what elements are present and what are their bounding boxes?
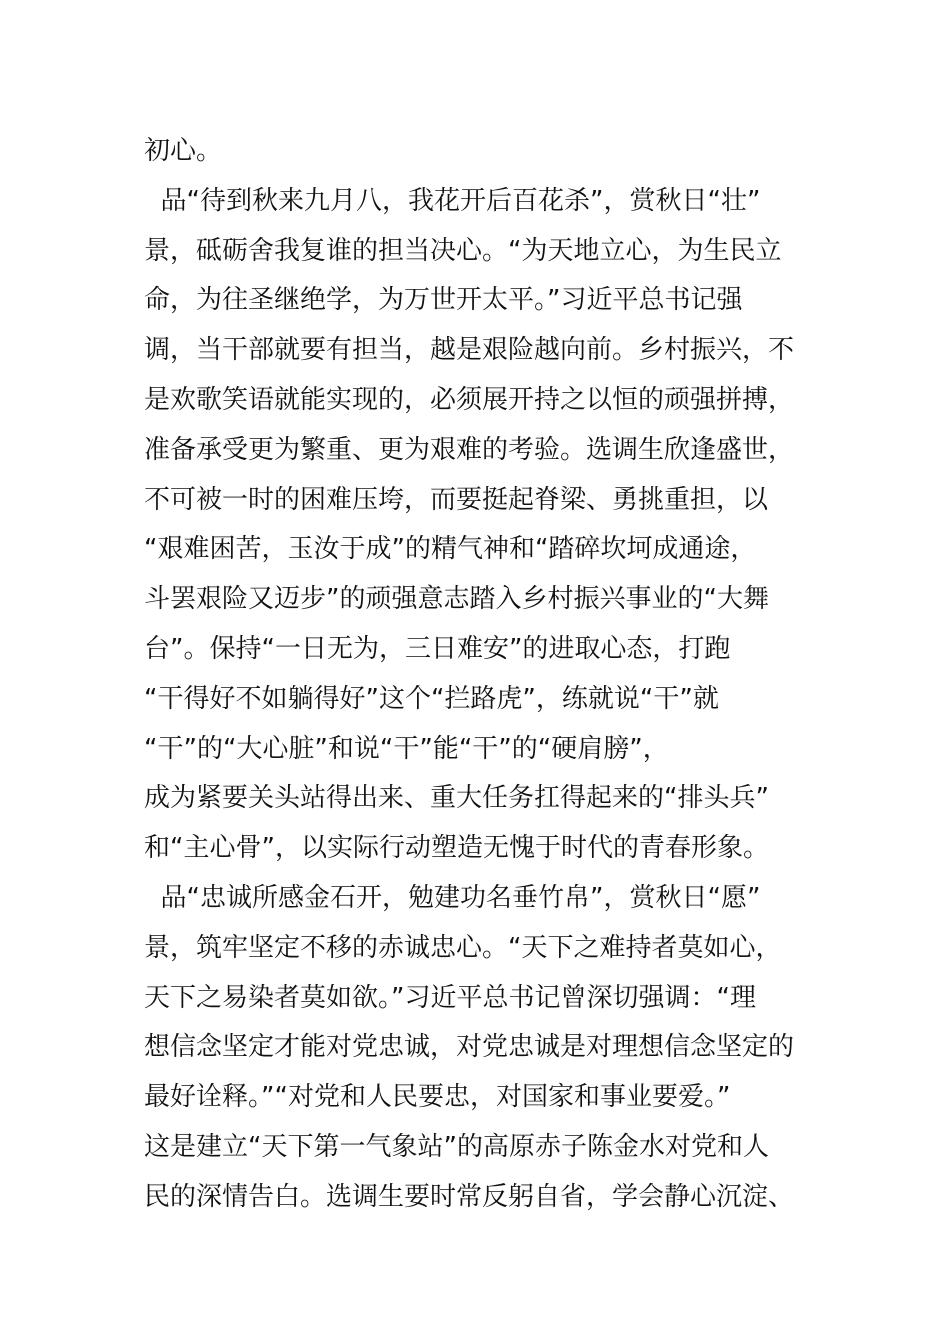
text-line: 初心。 — [144, 136, 223, 166]
text-line: 命，为往圣继绝学，为万世开太平。”习近平总书记强 — [144, 285, 743, 316]
text-line: 不可被一时的困难压垮，而要挺起脊梁、勇挑重担，以 — [144, 484, 769, 515]
text-line: 最好诠释。”“对党和人民要忠，对国家和事业要爱。” — [144, 1082, 731, 1113]
text-line: 天下之易染者莫如欲。”习近平总书记曾深切强调：“理 — [144, 982, 756, 1013]
text-line: 这是建立“天下第一气象站”的高原赤子陈金水对党和人 — [144, 1131, 769, 1162]
body-text — [144, 127, 809, 1223]
text-line: 品“待到秋来九月八，我花开后百花杀”，赏秋日“壮” — [144, 185, 761, 216]
text-line: 台”。保持“一日无为，三日难安”的进取心态，打跑 — [144, 633, 731, 664]
text-line: 调，当干部就要有担当，越是艰险越向前。乡村振兴，不 — [144, 335, 795, 366]
text-line: 想信念坚定才能对党忠诚，对党忠诚是对理想信念坚定的 — [144, 1032, 795, 1063]
text-line: 是欢歌笑语就能实现的，必须展开持之以恒的顽强拼搏， — [144, 384, 795, 415]
text-line: “干”的“大心脏”和说“干”能“干”的“硬肩膀”， — [144, 733, 669, 764]
text-line: 和“主心骨”，以实际行动塑造无愧于时代的青春形象。 — [144, 833, 769, 864]
text-line: “艰难困苦，玉汝于成”的精气神和“踏碎坎坷成通途， — [144, 534, 757, 565]
text-line: 品“忠诚所感金石开，勉建功名垂竹帛”，赏秋日“愿” — [144, 882, 761, 913]
text-line: 准备承受更为繁重、更为艰难的考验。选调生欣逢盛世， — [144, 434, 795, 465]
text-line: 景，砥砺舍我复谁的担当决心。“为天地立心，为生民立 — [144, 235, 782, 266]
text-line: 成为紧要关头站得出来、重大任务扛得起来的“排头兵” — [144, 783, 769, 814]
text-line: 斗罢艰险又迈步”的顽强意志踏入乡村振兴事业的“大舞 — [144, 584, 769, 615]
text-line: “干得好不如躺得好”这个“拦路虎”，练就说“干”就 — [144, 683, 719, 714]
text-line: 景，筑牢坚定不移的赤诚忠心。“天下之难持者莫如心， — [144, 932, 782, 963]
text-line: 民的深情告白。选调生要时常反躬自省，学会静心沉淀、 — [144, 1181, 795, 1212]
